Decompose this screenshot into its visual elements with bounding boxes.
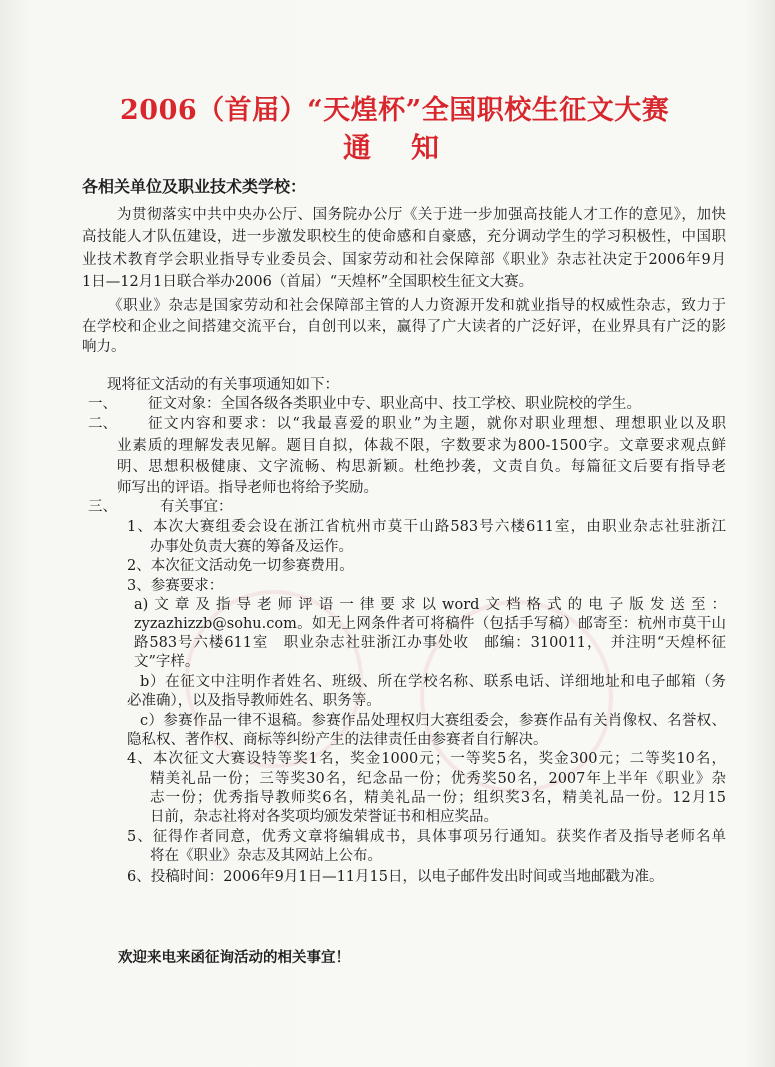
text-line: 《职业》杂志是国家劳动和社会保障部主管的人力资源开发和就业指导的权威性杂志，致力于	[108, 298, 726, 314]
section-marker: 三、	[88, 499, 117, 515]
text-line: 高技能人才队伍建设，进一步激发职校生的使命感和自豪感，充分调动学生的学习积极性，中国职	[82, 229, 726, 245]
section-marker: 二、	[88, 416, 117, 432]
text-line: 日前，杂志社将对各奖项均颁发荣誉证书和相应奖品。	[150, 809, 498, 825]
text-line: 有关事宜：	[160, 499, 233, 515]
text-line: 办事处负责大赛的筹备及运作。	[150, 539, 353, 555]
notice-heading-char: 通	[343, 131, 372, 164]
text-line: 1、本次大赛组委会设在浙江省杭州市莫干山路583号六楼611室，由职业杂志社驻浙江	[127, 519, 726, 535]
closing-remark: 欢迎来电来函征询活动的相关事宜！	[118, 949, 350, 966]
text-line: 征文对象：全国各级各类职业中专、职业高中、技工学校、职业院校的学生。	[148, 396, 641, 412]
salutation: 各相关单位及职业技术类学校：	[82, 177, 307, 196]
text-line: 志一份；优秀指导教师奖6名，精美礼品一份；组织奖3名，精美礼品一份。12月15	[150, 790, 726, 806]
text-line: 将在《职业》杂志及其网站上公布。	[150, 848, 382, 864]
text-line: 2、本次征文活动免一切参赛费用。	[127, 558, 354, 574]
text-line: 为贯彻落实中共中央办公厅、国务院办公厅《关于进一步加强高技能人才工作的意见》，加快	[117, 207, 726, 223]
text-line: 在学校和企业之间搭建交流平台，自创刊以来，赢得了广大读者的广泛好评，在业界具有广泛的影	[82, 319, 726, 335]
section-marker: 一、	[88, 396, 117, 412]
document-title: 2006（首届）“天煌杯”全国职校生征文大赛	[120, 95, 670, 126]
text-line: 文”字样。	[134, 654, 200, 670]
text-line: 3、参赛要求：	[127, 578, 224, 594]
text-line: 明、思想积极健康、文字流畅、构思新颖。杜绝抄袭，文责自负。每篇征文后要有指导老	[117, 459, 726, 475]
text-line: 业技术教育学会职业指导专业委员会、国家劳动和社会保障部《职业》杂志社决定于2006年9月	[82, 252, 726, 268]
text-line: 5、征得作者同意，优秀文章将编辑成书，具体事项另行通知。获奖作者及指导老师名单	[127, 829, 726, 845]
text-line: 师写出的评语。指导老师也将给予奖励。	[117, 480, 378, 496]
text-line: 6、投稿时间：2006年9月1日—11月15日，以电子邮件发出时间或当地邮戳为准。	[127, 869, 664, 885]
text-line: 征文内容和要求：以“我最喜爱的职业”为主题，就你对职业理想、理想职业以及职	[148, 416, 726, 432]
text-line: 精美礼品一份；三等奖30名，纪念品一份；优秀奖50名，2007年上半年《职业》杂	[150, 771, 726, 787]
text-line: 现将征文活动的有关事项通知如下：	[107, 377, 339, 393]
text-line: a)文章及指导老师评语一律要求以word文档格式的电子版发送至：	[134, 597, 726, 613]
text-line: zyzazhizzb@sohu.com。如无上网条件者可将稿件（包括手写稿）邮寄至：杭州市莫干山	[134, 616, 726, 632]
text-line: 4、本次征文大赛设特等奖1名，奖金1000元；一等奖5名，奖金300元；二等奖10名，	[127, 751, 726, 767]
text-line: b）在征文中注明作者姓名、班级、所在学校名称、联系电话、详细地址和电子邮箱（务	[140, 674, 726, 690]
text-line: 业素质的理解发表见解。题目自拟，体裁不限，字数要求为800-1500字。文章要求观点鲜	[117, 438, 726, 454]
text-line: 隐私权、著作权、商标等纠纷产生的法律责任由参赛者自行解决。	[127, 732, 548, 748]
text-line: 响力。	[82, 339, 126, 355]
text-line: 必准确），以及指导教师姓名、职务等。	[127, 693, 381, 709]
notice-heading-char: 知	[411, 131, 440, 164]
text-line: c）参赛作品一律不退稿。参赛作品处理权归大赛组委会，参赛作品有关肖像权、名誉权、	[140, 713, 726, 729]
text-line: 路583号六楼611室 职业杂志社驻浙江办事处收 邮编：310011， 并注明“天煌杯征	[134, 635, 726, 651]
text-line: 1日—12月1日联合举办2006（首届）“天煌杯”全国职校生征文大赛。	[82, 274, 534, 290]
